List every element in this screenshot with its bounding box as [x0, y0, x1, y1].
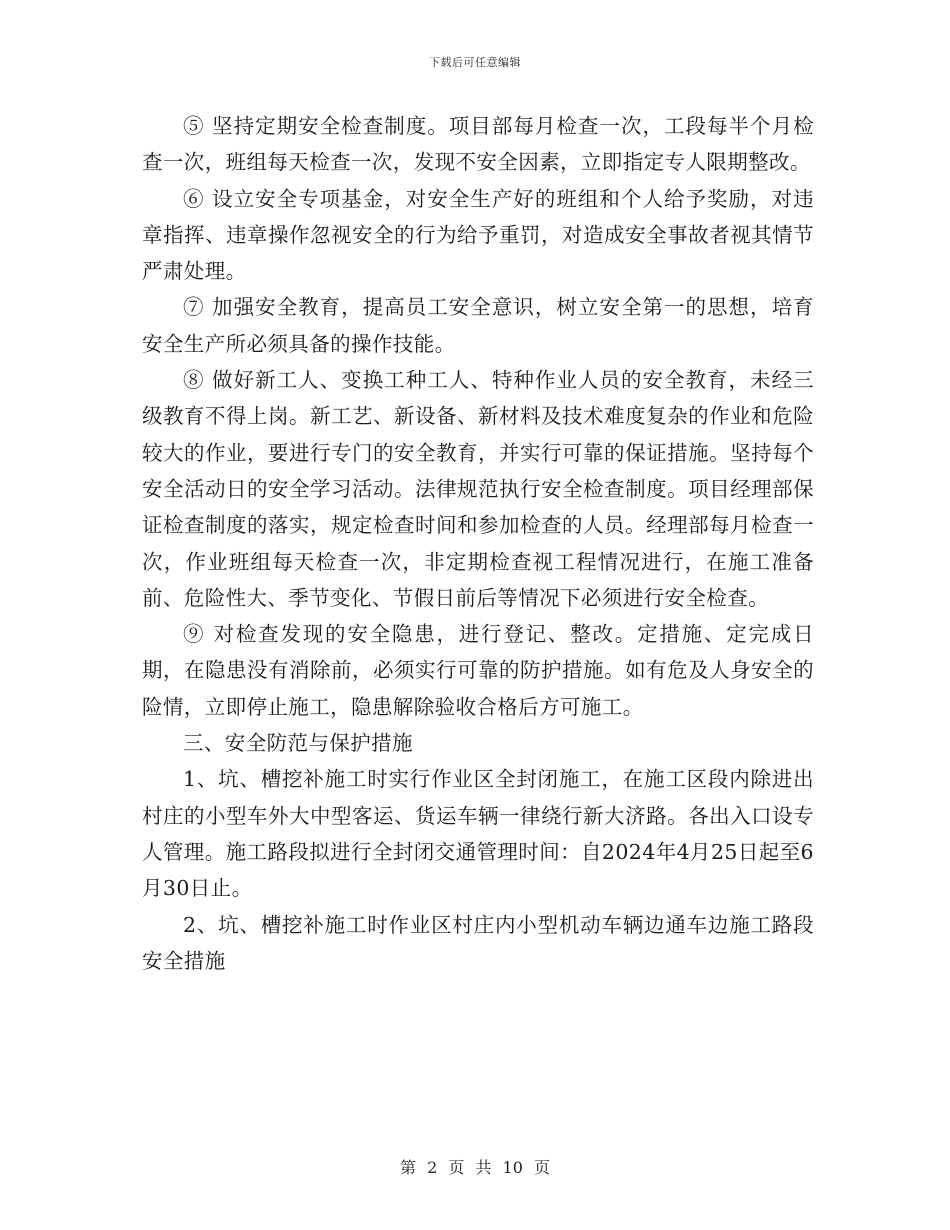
paragraph-item-9: ⑨ 对检查发现的安全隐患，进行登记、整改。定措施、定完成日期，在隐患没有消除前，必须实行可靠的防护措施。如有危及人身安全的险情，立即停止施工，隐患解除验收合格后方可施工。	[142, 622, 814, 719]
page-number: 第 2 页 共 10 页	[400, 1158, 550, 1177]
document-body	[142, 108, 814, 979]
paragraph-measure-2: 2、坑、槽挖补施工时作业区村庄内小型机动车辆边通车边施工路段安全措施	[142, 912, 814, 973]
paragraph-item-7: ⑦ 加强安全教育，提高员工安全意识，树立安全第一的思想，培育安全生产所必须具备的操作技能。	[142, 295, 814, 356]
section-heading: 三、安全防范与保护措施	[183, 731, 413, 756]
paragraph-item-6: ⑥ 设立安全专项基金，对安全生产好的班组和个人给予奖励，对违章指挥、违章操作忽视安全的行为给予重罚，对造成安全事故者视其情节严肃处理。	[142, 186, 814, 284]
paragraph-measure-1: 1、坑、槽挖补施工时实行作业区全封闭施工，在施工区段内除进出村庄的小型车外大中型客运、货运车辆一律绕行新大济路。各出入口设专人管理。施工路段拟进行全封闭交通管理时间：自2024年4月25日起至6月30日止。	[142, 767, 814, 901]
paragraph-item-5: ⑤ 坚持定期安全检查制度。项目部每月检查一次，工段每半个月检查一次，班组每天检查一次，发现不安全因素，立即指定专人限期整改。	[142, 114, 814, 175]
paragraph-item-8: ⑧ 做好新工人、变换工种工人、特种作业人员的安全教育，未经三级教育不得上岗。新工艺、新设备、新材料及技术难度复杂的作业和危险较大的作业，要进行专门的安全教育，并实行可靠的保证措施。坚持每个安全活动日的安全学习活动。法律规范执行安全检查制度。项目经理部保证检查制度的落实，规定检查时间和参加检查的人员。经理部每月检查一次，作业班组每天检查一次，非定期检查视工程情况进行，在施工准备前、危险性大、季节变化、节假日前后等情况下必须进行安全检查。	[142, 368, 814, 610]
page-header-note: 下载后可任意编辑	[429, 56, 521, 69]
